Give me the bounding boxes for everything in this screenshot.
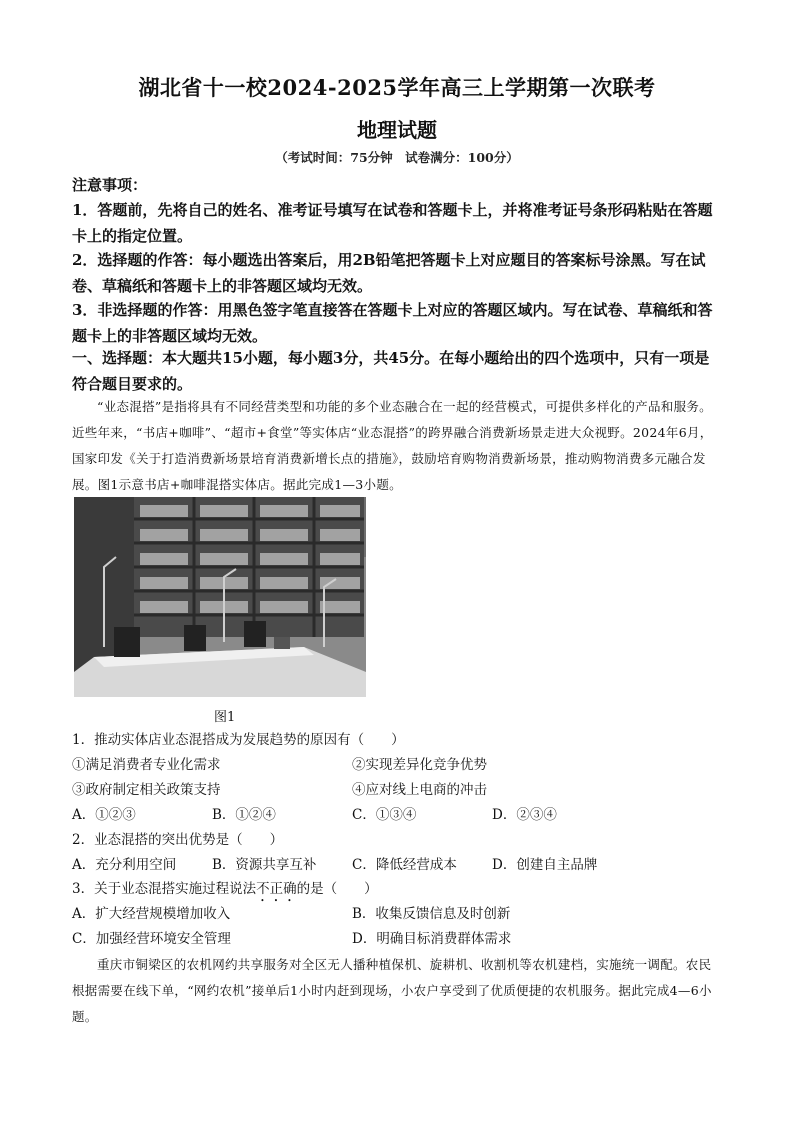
notice-item-3: 3．非选择题的作答：用黑色签字笔直接答在答题卡上对应的答题区域内。写在试卷、草稿纸和答题卡上的非答题区域均无效。 (72, 301, 713, 345)
figure-caption: 图1 (214, 710, 236, 725)
q2-option-a[interactable]: A．充分利用空间 (72, 857, 177, 873)
q2-options (72, 853, 724, 878)
notice-item-1: 1．答题前，先将自己的姓名、准考证号填写在试卷和答题卡上，并将准考证号条形码粘贴在答题卡上的指定位置。 (72, 201, 713, 245)
q3-options-row-2 (72, 927, 724, 952)
q1-statements-row-2 (72, 778, 724, 803)
bookstore-cafe-photo (74, 497, 366, 697)
q1-statements-row-1 (72, 753, 724, 778)
question-2-stem: 2．业态混搭的突出优势是（ ） (72, 832, 284, 848)
q1-statement-4: ④应对线上电商的冲击 (352, 782, 487, 798)
q1-option-d[interactable]: D．②③④ (492, 807, 557, 823)
q2-option-d[interactable]: D．创建自主品牌 (492, 857, 598, 873)
q2-option-b[interactable]: B．资源共享互补 (212, 857, 317, 873)
q1-option-c[interactable]: C．①③④ (352, 807, 417, 823)
section-heading: 一、选择题：本大题共15小题，每小题3分，共45分。在每小题给出的四个选项中，只有一项是符合题目要求的。 (72, 349, 710, 393)
q3-stem-post: 的是（ ） (296, 881, 378, 897)
q1-options (72, 803, 724, 828)
q3-option-d[interactable]: D．明确目标消费群体需求 (352, 931, 512, 947)
passage-1: “业态混搭”是指将具有不同经营类型和功能的多个业态融合在一起的经营模式，可提供多样化的产品和服务。近些年来，“书店+咖啡”、“超市+食堂”等实体店“业态混搭”的跨界融合消费新场景走进大众视野。2024年6月，国家印发《关于打造消费新场景培育消费新增长点的措施》，鼓励培育购物消费新场景，推动购物消费多元融合发展。图1示意书店+咖啡混搭实体店。据此完成1—3小题。 (72, 399, 713, 492)
notice-heading: 注意事项： (72, 176, 148, 194)
q1-statement-1: ①满足消费者专业化需求 (72, 757, 221, 773)
question-1-stem: 1．推动实体店业态混搭成为发展趋势的原因有（ ） (72, 732, 405, 748)
q1-option-b[interactable]: B．①②④ (212, 807, 276, 823)
subject-title: 地理试题 (357, 118, 437, 142)
passage-2: 重庆市铜梁区的农机网约共享服务对全区无人播种植保机、旋耕机、收割机等农机建档，实施统一调配。农民根据需要在线下单，“网约农机”接单后1小时内赶到现场，小农户享受到了优质便捷的农机服务。据此完成4—6小题。 (72, 957, 712, 1024)
q1-option-a[interactable]: A．①②③ (72, 807, 136, 823)
exam-title: 湖北省十一校2024-2025学年高三上学期第一次联考 (138, 75, 656, 100)
q3-option-a[interactable]: A．扩大经营规模增加收入 (72, 906, 231, 922)
q3-option-b[interactable]: B．收集反馈信息及时创新 (352, 906, 511, 922)
q3-option-c[interactable]: C．加强经营环境安全管理 (72, 931, 231, 947)
q1-statement-3: ③政府制定相关政策支持 (72, 782, 221, 798)
exam-info: （考试时间：75分钟 试卷满分：100分） (275, 150, 519, 165)
notice-item-2: 2．选择题的作答：每小题选出答案后，用2B铅笔把答题卡上对应题目的答案标号涂黑。写在试卷、草稿纸和答题卡上的非答题区域均无效。 (72, 251, 706, 295)
q3-options-row-1 (72, 902, 724, 927)
question-3-stem (72, 877, 724, 905)
q2-option-c[interactable]: C．降低经营成本 (352, 857, 457, 873)
q3-stem-pre: 3．关于业态混搭实施过程说法 (72, 881, 257, 897)
q1-statement-2: ②实现差异化竞争优势 (352, 757, 487, 773)
q3-stem-emphasis: 不正确 (256, 881, 297, 897)
